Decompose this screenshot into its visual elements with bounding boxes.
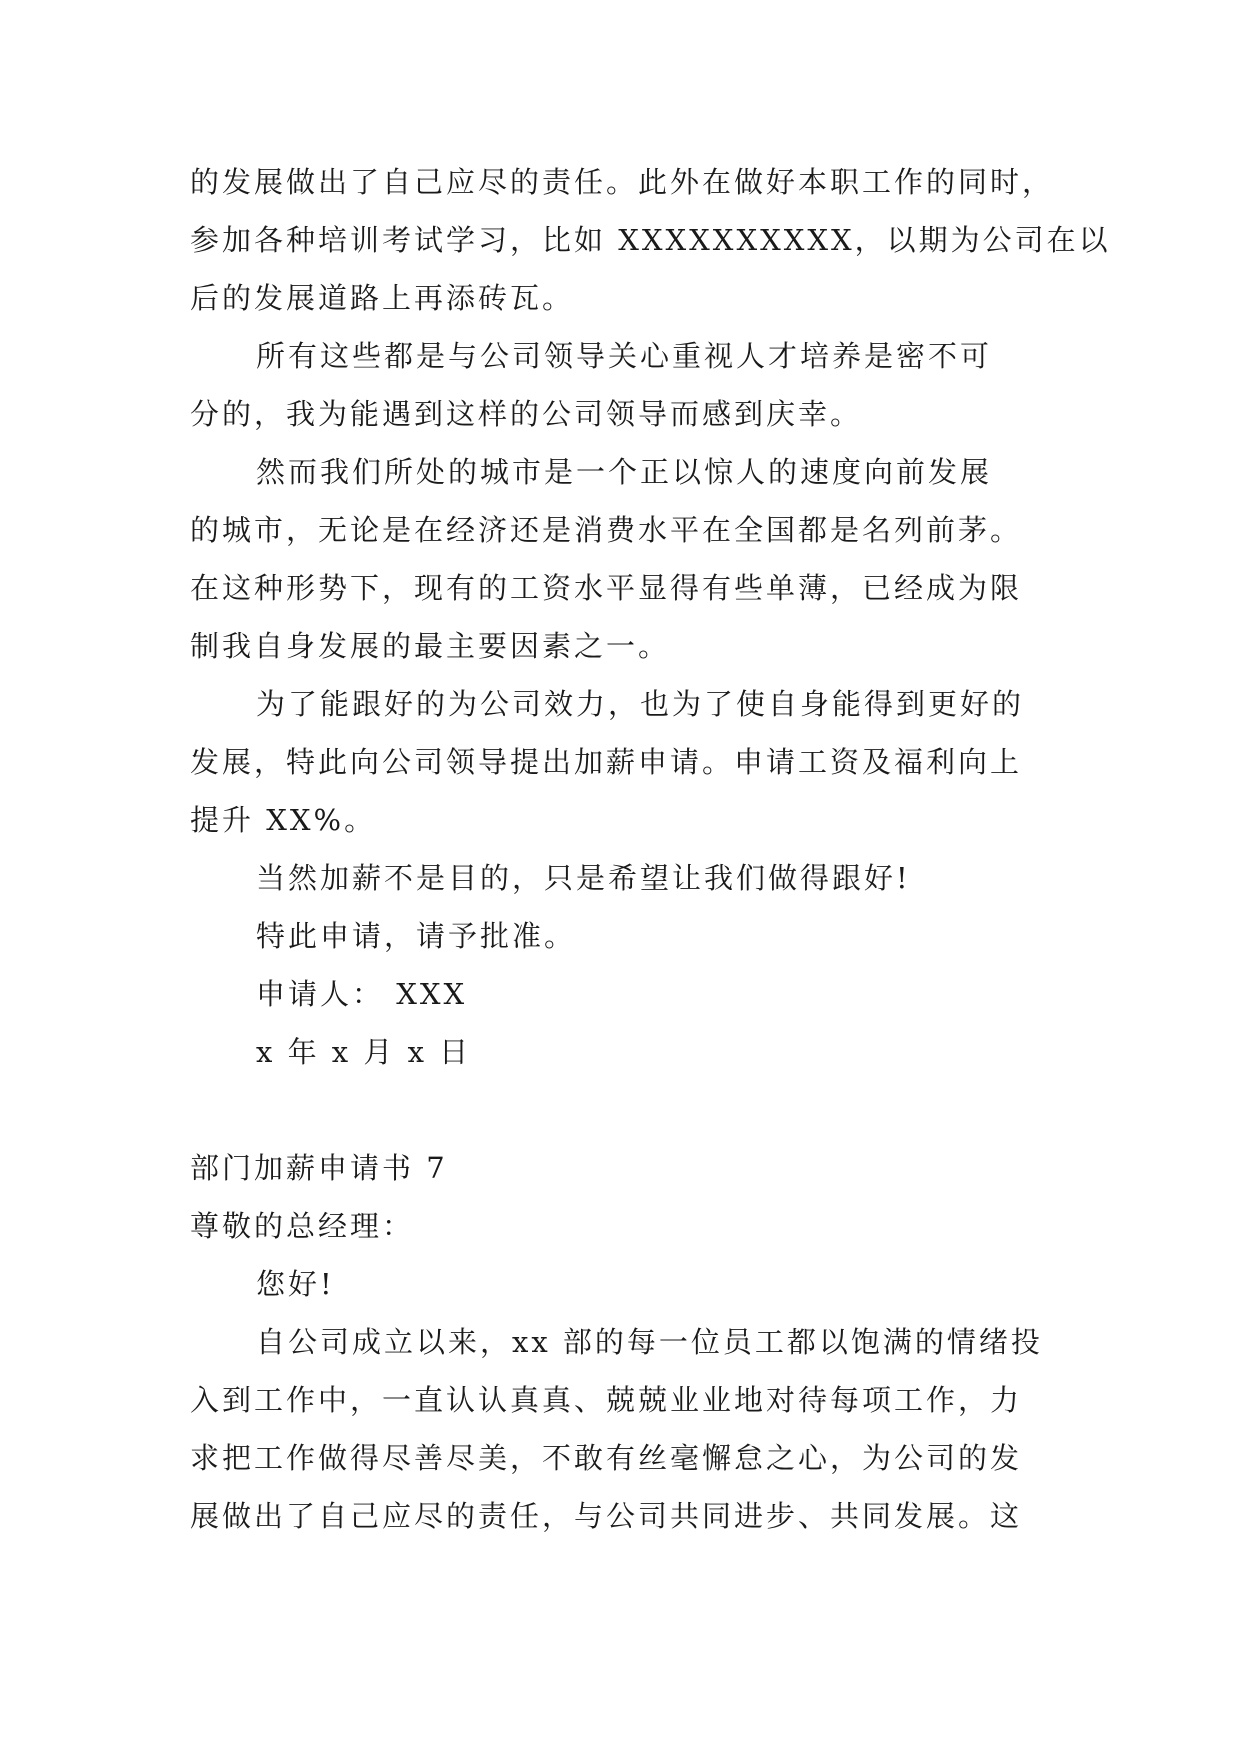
text-line: 当然加薪不是目的，只是希望让我们做得跟好! <box>256 861 911 895</box>
text-line: 特此申请，请予批准。 <box>256 919 577 953</box>
date-line: x 年 x 月 x 日 <box>256 1035 472 1069</box>
greeting: 您好! <box>256 1267 335 1301</box>
text-line: 入到工作中，一直认认真真、兢兢业业地对待每项工作，力 <box>190 1383 1023 1417</box>
signature-line: 申请人： XXX <box>256 977 468 1011</box>
text-line: 所有这些都是与公司领导关心重视人才培养是密不可 <box>256 339 993 373</box>
text-line: 参加各种培训考试学习，比如 XXXXXXXXXX，以期为公司在以 <box>190 223 1111 257</box>
text-line: 发展，特此向公司领导提出加薪申请。申请工资及福利向上 <box>190 745 1023 779</box>
text-line: 自公司成立以来，xx 部的每一位员工都以饱满的情绪投 <box>256 1325 1043 1359</box>
text-line: 在这种形势下，现有的工资水平显得有些单薄，已经成为限 <box>190 571 1023 605</box>
section-title: 部门加薪申请书 7 <box>190 1151 448 1185</box>
text-line: 为了能跟好的为公司效力，也为了使自身能得到更好的 <box>256 687 1025 721</box>
salutation: 尊敬的总经理： <box>190 1209 415 1243</box>
text-line: 制我自身发展的最主要因素之一。 <box>190 629 671 663</box>
text-line: 分的，我为能遇到这样的公司领导而感到庆幸。 <box>190 397 863 431</box>
text-line: 提升 XX%。 <box>190 803 377 837</box>
text-line: 的城市，无论是在经济还是消费水平在全国都是名列前茅。 <box>190 513 1023 547</box>
text-line: 展做出了自己应尽的责任，与公司共同进步、共同发展。这 <box>190 1499 1023 1533</box>
text-line: 然而我们所处的城市是一个正以惊人的速度向前发展 <box>256 455 993 489</box>
text-line: 的发展做出了自己应尽的责任。此外在做好本职工作的同时， <box>190 165 1055 199</box>
text-line: 后的发展道路上再添砖瓦。 <box>190 281 575 315</box>
text-line: 求把工作做得尽善尽美，不敢有丝毫懈怠之心，为公司的发 <box>190 1441 1023 1475</box>
